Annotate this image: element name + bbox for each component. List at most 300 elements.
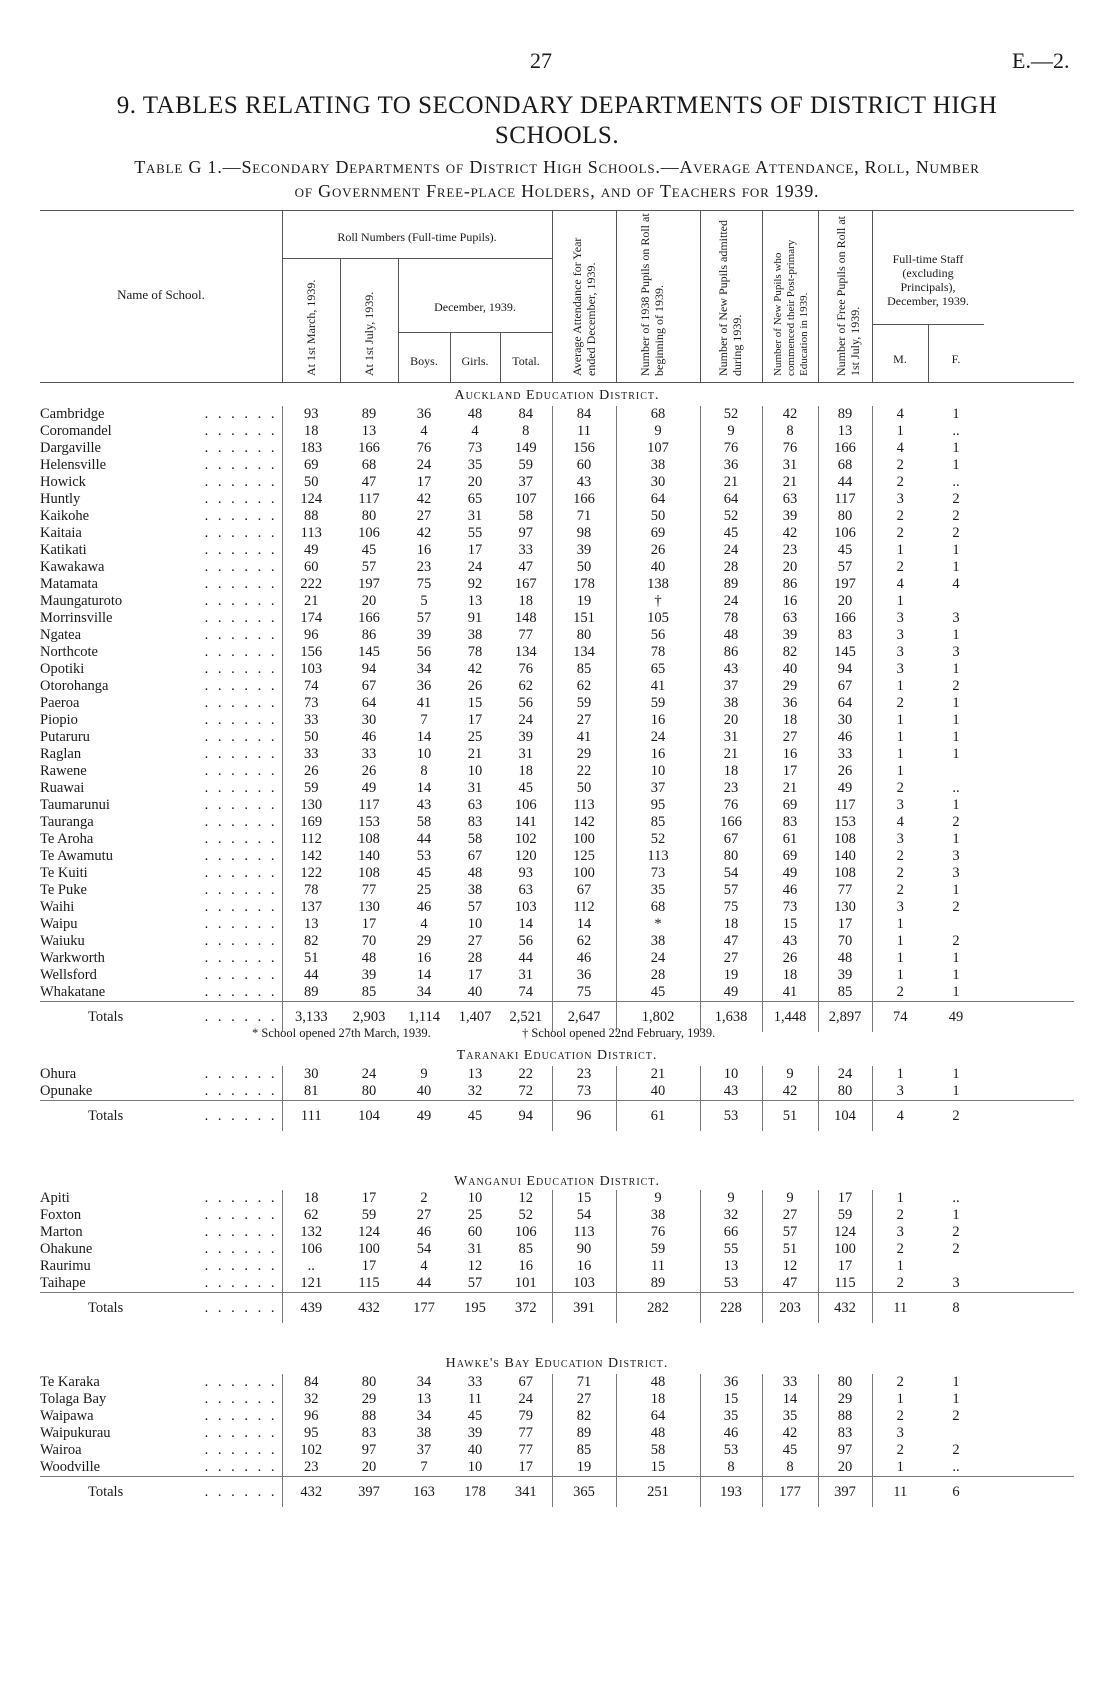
totals-label	[40, 1002, 282, 1033]
cell-july: 104	[340, 1101, 398, 1132]
cell-free-pupils: 49	[818, 780, 872, 797]
spacer-cell	[984, 865, 1074, 882]
cell-new-admitted: 67	[700, 831, 762, 848]
cell-july: 108	[358, 865, 380, 881]
cell-staff-male: 3	[872, 610, 928, 627]
cell-total: 93	[518, 865, 533, 881]
school-name	[40, 440, 282, 457]
cell-free-pupils: 106	[818, 525, 872, 542]
hawkes-bay-table	[40, 1374, 1074, 1507]
cell-boys: 39	[416, 627, 432, 643]
cell-total: 149	[514, 440, 537, 456]
cell-staff-female: 1	[952, 661, 960, 677]
cell-boys: 34	[416, 1408, 432, 1424]
cell-staff-male: 11	[872, 1293, 928, 1324]
table-row	[40, 1083, 1074, 1101]
cell-staff-male: 1	[872, 712, 928, 729]
school-name-text: Apiti	[40, 1190, 70, 1206]
leader-dots: . . . . . .	[204, 1190, 278, 1206]
cell-staff-female: 2	[952, 814, 960, 830]
cell-staff-female	[928, 1258, 984, 1275]
school-name	[40, 525, 282, 542]
cell-average: 85	[552, 1442, 616, 1459]
cell-boys: 29	[416, 933, 432, 949]
cell-total: 16	[518, 1258, 533, 1274]
cell-boys: 7	[420, 712, 428, 728]
cell-staff-male: 2	[872, 984, 928, 1002]
cell-girls: 25	[467, 729, 483, 745]
school-name-text: Warkworth	[40, 950, 105, 966]
cell-july: 17	[361, 1258, 377, 1274]
spacer-cell	[984, 1293, 1074, 1324]
cell-march: 124	[282, 491, 340, 508]
cell-march: 78	[282, 882, 340, 899]
table-row	[40, 899, 1074, 916]
cell-average: 19	[552, 1459, 616, 1477]
leader-dots: . . . . . .	[204, 916, 278, 932]
cell-total: 103	[514, 899, 537, 915]
cell-new-admitted: 13	[700, 1258, 762, 1275]
cell-girls: 21	[467, 746, 483, 762]
cell-new-postprimary: 9	[762, 1190, 818, 1207]
school-name-text: Raglan	[40, 746, 82, 762]
cell-total: 167	[514, 576, 537, 592]
cell-total: 62	[518, 678, 533, 694]
cell-staff-female: 2	[952, 1442, 960, 1458]
taranaki-table	[40, 1066, 1074, 1131]
cell-pupils-1938: 64	[616, 1408, 700, 1425]
cell-july: 124	[358, 1224, 380, 1240]
cell-staff-female: 1	[952, 746, 960, 762]
school-name-text: Ohura	[40, 1066, 77, 1082]
cell-free-pupils: 153	[818, 814, 872, 831]
spacer-cell	[984, 729, 1074, 746]
school-name	[40, 984, 282, 1002]
cell-march: 96	[282, 627, 340, 644]
cell-total: 77	[518, 1442, 533, 1458]
school-name-text: Huntly	[40, 491, 81, 507]
cell-pupils-1938: 95	[616, 797, 700, 814]
cell-total: 31	[518, 746, 533, 762]
cell-average: 50	[552, 559, 616, 576]
cell-boys: 56	[416, 644, 432, 660]
school-name	[40, 610, 282, 627]
cell-new-postprimary: 16	[762, 593, 818, 610]
cell-new-admitted: 32	[700, 1207, 762, 1224]
cell-new-postprimary: 46	[762, 882, 818, 899]
school-name-text: Tolaga Bay	[40, 1391, 107, 1407]
cell-july: 68	[361, 457, 377, 473]
cell-july: 49	[361, 780, 377, 796]
roll-group-rule	[282, 258, 552, 259]
school-name	[40, 644, 282, 661]
school-name-text: Te Karaka	[40, 1374, 100, 1390]
cell-girls: 67	[467, 848, 483, 864]
cell-staff-male: 2	[872, 1442, 928, 1459]
cell-total: 39	[518, 729, 533, 745]
school-name-text: Waipawa	[40, 1408, 94, 1424]
cell-new-admitted: 20	[700, 712, 762, 729]
spacer-cell	[984, 1459, 1074, 1477]
school-name	[40, 1066, 282, 1083]
cell-march: 74	[282, 678, 340, 695]
cell-average: 22	[552, 763, 616, 780]
spacer-cell	[984, 661, 1074, 678]
col-boys-header: Boys.	[410, 354, 438, 368]
school-name-text: Paeroa	[40, 695, 80, 711]
col-girls-header: Girls.	[461, 354, 489, 368]
cell-march: 84	[282, 1374, 340, 1391]
cell-staff-male: 1	[872, 593, 928, 610]
cell-boys: 34	[416, 984, 432, 1000]
cell-staff-male: 1	[872, 542, 928, 559]
cell-staff-female: 1	[952, 542, 960, 558]
school-name	[40, 712, 282, 729]
school-name	[40, 678, 282, 695]
cell-total: 84	[518, 406, 533, 422]
cell-boys: 45	[416, 865, 432, 881]
cell-staff-male: 2	[872, 457, 928, 474]
cell-average: 142	[552, 814, 616, 831]
cell-average: 365	[552, 1477, 616, 1508]
cell-girls: 178	[450, 1477, 500, 1508]
cell-free-pupils: 115	[818, 1275, 872, 1293]
totals-label-text: Totals	[88, 1009, 124, 1025]
spacer-cell	[984, 1258, 1074, 1275]
cell-march: 13	[282, 916, 340, 933]
cell-march: 96	[282, 1408, 340, 1425]
cell-july: 432	[340, 1293, 398, 1324]
cell-boys: 8	[420, 763, 428, 779]
cell-july: 85	[361, 984, 377, 1000]
cell-average: 112	[552, 899, 616, 916]
leader-dots: . . . . . .	[204, 984, 278, 1000]
cell-girls: 195	[450, 1293, 500, 1324]
cell-march: 88	[282, 508, 340, 525]
school-name	[40, 950, 282, 967]
cell-total: 134	[514, 644, 537, 660]
cell-july: 94	[361, 661, 377, 677]
school-name	[40, 1408, 282, 1425]
cell-staff-female: 1	[952, 729, 960, 745]
cell-pupils-1938: 45	[616, 984, 700, 1002]
table-row	[40, 457, 1074, 474]
spacer-cell	[984, 1190, 1074, 1207]
cell-new-admitted: 21	[700, 474, 762, 491]
table-row	[40, 746, 1074, 763]
cell-pupils-1938: 37	[616, 780, 700, 797]
cell-boys: 14	[416, 967, 432, 983]
leader-dots: . . . . . .	[204, 440, 278, 456]
cell-staff-male: 2	[872, 780, 928, 797]
spacer-cell	[984, 627, 1074, 644]
cell-free-pupils: 80	[818, 1374, 872, 1391]
cell-free-pupils: 17	[818, 1258, 872, 1275]
table-row	[40, 1442, 1074, 1459]
cell-new-postprimary: 16	[762, 746, 818, 763]
cell-new-admitted: 53	[700, 1442, 762, 1459]
cell-girls: 38	[467, 882, 483, 898]
cell-march: 93	[282, 406, 340, 423]
cell-new-admitted: 18	[700, 916, 762, 933]
cell-free-pupils: 46	[818, 729, 872, 746]
cell-july: 77	[361, 882, 377, 898]
cell-girls: 17	[467, 542, 483, 558]
table-row	[40, 916, 1074, 933]
cell-new-admitted: 57	[700, 882, 762, 899]
school-name-text: Otorohanga	[40, 678, 109, 694]
cell-free-pupils: 44	[818, 474, 872, 491]
school-name-text: Piopio	[40, 712, 78, 728]
cell-total: 101	[514, 1275, 537, 1291]
cell-pupils-1938: 26	[616, 542, 700, 559]
cell-pupils-1938: 38	[616, 457, 700, 474]
cell-pupils-1938: 138	[616, 576, 700, 593]
cell-pupils-1938: 48	[616, 1374, 700, 1391]
table-row	[40, 1275, 1074, 1293]
cell-staff-male: 1	[872, 1391, 928, 1408]
cell-staff-female: 49	[928, 1002, 984, 1033]
leader-dots: . . . . . .	[204, 406, 278, 422]
cell-new-postprimary: 27	[762, 1207, 818, 1224]
school-name	[40, 1224, 282, 1241]
cell-march: 156	[282, 644, 340, 661]
cell-pupils-1938: 11	[616, 1258, 700, 1275]
leader-dots: . . . . . .	[204, 644, 278, 660]
cell-staff-male: 2	[872, 559, 928, 576]
cell-july: 88	[361, 1408, 377, 1424]
cell-new-admitted: 8	[700, 1459, 762, 1477]
cell-boys: 34	[416, 661, 432, 677]
cell-staff-female: 1	[952, 950, 960, 966]
cell-free-pupils: 117	[818, 491, 872, 508]
cell-pupils-1938: 251	[616, 1477, 700, 1508]
cell-free-pupils: 108	[818, 831, 872, 848]
cell-free-pupils: 97	[818, 1442, 872, 1459]
cell-july: 80	[361, 1083, 377, 1099]
spacer-cell	[984, 491, 1074, 508]
school-name	[40, 1275, 282, 1293]
cell-girls: 40	[467, 984, 483, 1000]
school-name-text: Woodville	[40, 1459, 101, 1475]
cell-staff-male: 3	[872, 491, 928, 508]
leader-dots: . . . . . .	[204, 1009, 278, 1025]
totals-label	[40, 1477, 282, 1508]
cell-new-admitted: 10	[700, 1066, 762, 1083]
cell-staff-female: ..	[952, 1190, 960, 1206]
cell-free-pupils: 80	[818, 508, 872, 525]
col-1938-header: Number of 1938 Pupils on Roll at beginning of 1939.	[638, 213, 666, 376]
cell-total: 44	[518, 950, 533, 966]
cell-total: 58	[518, 508, 533, 524]
cell-free-pupils: 24	[818, 1066, 872, 1083]
cell-staff-male: 2	[872, 1408, 928, 1425]
cell-staff-male: 1	[872, 967, 928, 984]
cell-new-admitted: 24	[700, 542, 762, 559]
cell-new-admitted: 76	[700, 797, 762, 814]
cell-july: 2,903	[340, 1002, 398, 1033]
cell-new-postprimary: 63	[762, 610, 818, 627]
school-name	[40, 882, 282, 899]
spacer-cell	[984, 831, 1074, 848]
table-row	[40, 1374, 1074, 1391]
page-title-continued: SCHOOLS.	[494, 122, 620, 149]
cell-boys: 40	[416, 1083, 432, 1099]
cell-new-admitted: 55	[700, 1241, 762, 1258]
table-row	[40, 1224, 1074, 1241]
school-name-text: Opunake	[40, 1083, 93, 1099]
cell-total: 56	[518, 695, 533, 711]
school-name-text: Waiuku	[40, 933, 85, 949]
cell-average: 15	[552, 1190, 616, 1207]
cell-total: 24	[518, 1391, 533, 1407]
cell-pupils-1938: 21	[616, 1066, 700, 1083]
cell-new-admitted: 193	[700, 1477, 762, 1508]
school-name-text: Kaikohe	[40, 508, 90, 524]
cell-staff-male: 1	[872, 1258, 928, 1275]
cell-staff-female: 3	[952, 644, 960, 660]
cell-boys: 9	[420, 1066, 428, 1082]
table-row	[40, 627, 1074, 644]
cell-new-admitted: 46	[700, 1425, 762, 1442]
table-caption-continued: of Government Free-place Holders, and of Teachers for 1939.	[294, 181, 820, 201]
cell-pupils-1938: 89	[616, 1275, 700, 1293]
cell-march: 73	[282, 695, 340, 712]
cell-girls: 15	[467, 695, 483, 711]
cell-staff-female: 1	[952, 695, 960, 711]
cell-average: 96	[552, 1101, 616, 1132]
cell-new-postprimary: 41	[762, 984, 818, 1002]
cell-boys: 76	[416, 440, 432, 456]
cell-july: 140	[358, 848, 380, 864]
school-name	[40, 746, 282, 763]
school-name	[40, 831, 282, 848]
cell-staff-female: ..	[952, 474, 960, 490]
cell-average: 62	[552, 678, 616, 695]
cell-staff-male: 1	[872, 933, 928, 950]
cell-new-postprimary: 42	[762, 1425, 818, 1442]
cell-average: 71	[552, 508, 616, 525]
cell-march: 50	[282, 729, 340, 746]
cell-staff-male: 4	[872, 406, 928, 423]
cell-girls: 26	[467, 678, 483, 694]
cell-girls: 28	[467, 950, 483, 966]
cell-new-admitted: 35	[700, 1408, 762, 1425]
spacer-cell	[984, 899, 1074, 916]
cell-boys: 34	[416, 1374, 432, 1390]
cell-girls: 17	[467, 712, 483, 728]
school-name-text: Tauranga	[40, 814, 94, 830]
cell-boys: 44	[416, 831, 432, 847]
cell-total: 107	[514, 491, 537, 507]
cell-girls: 10	[467, 763, 483, 779]
cell-free-pupils: 140	[818, 848, 872, 865]
cell-pupils-1938: 78	[616, 644, 700, 661]
cell-staff-female: 1	[952, 831, 960, 847]
district-heading-wanganui: Wanganui Education District.	[454, 1174, 660, 1189]
school-name	[40, 508, 282, 525]
totals-label	[40, 1293, 282, 1324]
table-row	[40, 406, 1074, 423]
cell-free-pupils: 48	[818, 950, 872, 967]
cell-new-postprimary: 35	[762, 1408, 818, 1425]
cell-march: 142	[282, 848, 340, 865]
school-name-text: Maungaturoto	[40, 593, 123, 609]
header-top-rule	[40, 210, 1074, 211]
col-average-header: Average Attendance for Year ended December, 1939.	[570, 237, 598, 376]
cell-staff-male: 74	[872, 1002, 928, 1033]
leader-dots: . . . . . .	[204, 967, 278, 983]
cell-boys: 54	[416, 1241, 432, 1257]
table-row	[40, 525, 1074, 542]
cell-july: 46	[361, 729, 377, 745]
cell-boys: 17	[416, 474, 432, 490]
school-name	[40, 457, 282, 474]
cell-staff-female: 2	[952, 525, 960, 541]
cell-march: 169	[282, 814, 340, 831]
cell-pupils-1938: 35	[616, 882, 700, 899]
table-row	[40, 865, 1074, 882]
cell-pupils-1938: 24	[616, 950, 700, 967]
cell-july: 26	[361, 763, 377, 779]
cell-total: 59	[518, 457, 533, 473]
cell-boys: 23	[416, 559, 432, 575]
table-row	[40, 780, 1074, 797]
cell-girls: 40	[467, 1442, 483, 1458]
spacer-cell	[984, 423, 1074, 440]
cell-july: 83	[361, 1425, 377, 1441]
cell-girls: 31	[467, 780, 483, 796]
cell-average: 27	[552, 712, 616, 729]
col-male-header: M.	[893, 352, 907, 366]
cell-average: 60	[552, 457, 616, 474]
district-heading-taranaki: Taranaki Education District.	[456, 1048, 658, 1063]
cell-boys: 42	[416, 525, 432, 541]
cell-girls: 17	[467, 967, 483, 983]
cell-total: 106	[514, 1224, 537, 1240]
school-name-text: Te Aroha	[40, 831, 94, 847]
cell-july: 86	[361, 627, 377, 643]
cell-new-postprimary: 86	[762, 576, 818, 593]
cell-staff-male: 3	[872, 661, 928, 678]
cell-pupils-1938: 105	[616, 610, 700, 627]
cell-boys: 27	[416, 508, 432, 524]
school-name-text: Waipukurau	[40, 1425, 111, 1441]
cell-staff-female: 2	[952, 933, 960, 949]
cell-average: 73	[552, 1083, 616, 1101]
cell-girls: 60	[467, 1224, 483, 1240]
cell-free-pupils: 17	[818, 1190, 872, 1207]
cell-march: 439	[282, 1293, 340, 1324]
cell-new-postprimary: 69	[762, 848, 818, 865]
spacer-cell	[984, 1002, 1074, 1033]
cell-staff-male: 3	[872, 627, 928, 644]
school-name	[40, 559, 282, 576]
table-row	[40, 1459, 1074, 1477]
cell-girls: 92	[467, 576, 483, 592]
cell-girls: 63	[467, 797, 483, 813]
leader-dots: . . . . . .	[204, 695, 278, 711]
cell-average: 80	[552, 627, 616, 644]
spacer-cell	[984, 576, 1074, 593]
spacer-cell	[984, 1408, 1074, 1425]
cell-staff-female: 1	[952, 627, 960, 643]
cell-pupils-1938: *	[616, 916, 700, 933]
cell-new-admitted: 27	[700, 950, 762, 967]
cell-staff-male: 2	[872, 865, 928, 882]
cell-new-postprimary: 63	[762, 491, 818, 508]
cell-girls: 57	[467, 1275, 483, 1291]
